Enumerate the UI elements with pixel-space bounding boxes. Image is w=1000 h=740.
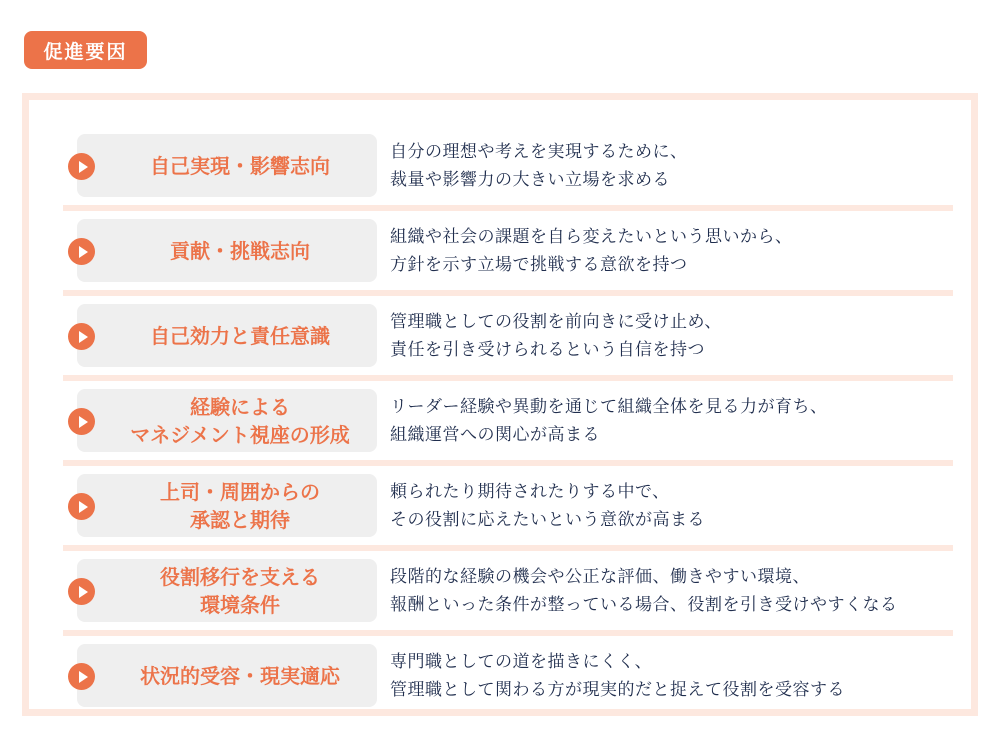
- factor-label: 貢献・挑戦志向: [77, 219, 377, 282]
- play-icon: [68, 493, 95, 520]
- factor-description: リーダー経験や異動を通じて組織全体を見る力が育ち、 組織運営への関心が高まる: [390, 397, 828, 445]
- factor-label: 状況的受容・現実適応: [77, 644, 377, 707]
- factor-row: [63, 381, 953, 466]
- factor-description: 頼られたり期待されたりする中で、 その役割に応えたいという意欲が高まる: [390, 482, 705, 530]
- play-icon: [68, 408, 95, 435]
- play-icon: [68, 238, 95, 265]
- play-icon: [68, 323, 95, 350]
- factor-description: 専門職としての道を描きにくく、 管理職として関わる方が現実的だと捉えて役割を受容する: [390, 652, 845, 700]
- factor-row: [63, 551, 953, 636]
- factor-row: [63, 636, 953, 721]
- play-icon: [68, 578, 95, 605]
- factor-list: [63, 126, 953, 721]
- factor-row: [63, 126, 953, 211]
- factor-label: 自己実現・影響志向: [77, 134, 377, 197]
- play-icon: [68, 663, 95, 690]
- factor-label: 役割移行を支える 環境条件: [77, 559, 377, 622]
- factor-row: [63, 296, 953, 381]
- factor-label: 上司・周囲からの 承認と期待: [77, 474, 377, 537]
- factor-description: 段階的な経験の機会や公正な評価、働きやすい環境、 報酬といった条件が整っている場合、役割を引き受けやすくなる: [390, 567, 898, 615]
- factor-label: 経験による マネジメント視座の形成: [77, 389, 377, 452]
- section-title-badge: 促進要因: [24, 31, 147, 69]
- factor-label: 自己効力と責任意識: [77, 304, 377, 367]
- factor-row: [63, 211, 953, 296]
- factor-description: 組織や社会の課題を自ら変えたいという思いから、 方針を示す立場で挑戦する意欲を持つ: [390, 227, 793, 275]
- factor-description: 管理職としての役割を前向きに受け止め、 責任を引き受けられるという自信を持つ: [390, 312, 722, 360]
- factors-panel: [22, 93, 978, 716]
- factor-row: [63, 466, 953, 551]
- factor-description: 自分の理想や考えを実現するために、 裁量や影響力の大きい立場を求める: [390, 142, 688, 190]
- play-icon: [68, 153, 95, 180]
